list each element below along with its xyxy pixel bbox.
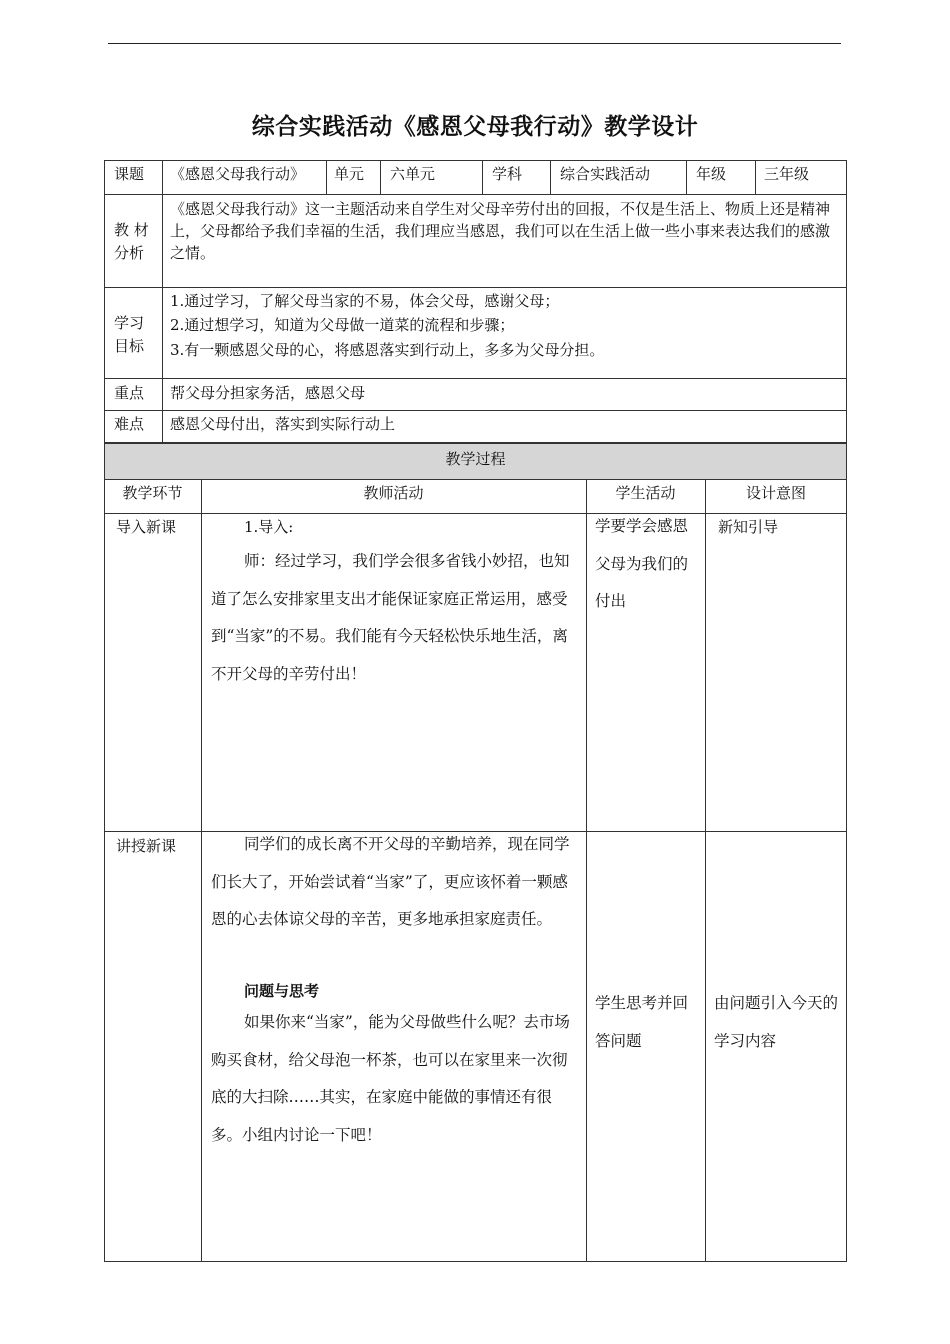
student-activity: 学生思考并回答问题	[595, 994, 689, 1050]
row-divider	[104, 378, 847, 379]
stage-label: 讲授新课	[116, 837, 177, 855]
col-divider	[482, 160, 483, 194]
design-intent: 新知引导	[718, 518, 779, 536]
column-header: 教学环节	[122, 484, 183, 502]
topic-label: 课题	[114, 165, 145, 183]
document-title: 综合实践活动《感恩父母我行动》教学设计	[251, 113, 699, 140]
topic-value: 《感恩父母我行动》	[170, 165, 306, 183]
col-divider	[755, 160, 756, 194]
row-divider	[104, 194, 847, 195]
subject-label: 学科	[492, 165, 523, 183]
row-divider	[104, 513, 847, 514]
process-header: 教学过程	[445, 450, 506, 468]
unit-label: 单元	[334, 165, 365, 183]
student-activity: 学要学会感恩父母为我们的付出	[595, 517, 689, 610]
goals-label: 学习	[114, 314, 145, 332]
goal-item: 2.通过想学习，知道为父母做一道菜的流程和步骤；	[170, 316, 515, 334]
difficulty-text: 感恩父母付出，落实到实际行动上	[170, 415, 396, 433]
col-divider	[201, 479, 202, 1262]
goal-item: 1.通过学习，了解父母当家的不易，体会父母，感谢父母；	[170, 292, 560, 310]
design-intent: 由问题引入今天的学习内容	[714, 994, 839, 1050]
col-divider	[326, 160, 327, 194]
teacher-text: 如果你来“当家”，能为父母做些什么呢？去市场购买食材，给父母泡一杯茶，也可以在家里来一次彻底的大扫除……其实，在家庭中能做的事情还有很多。小组内讨论一下吧！	[211, 1013, 570, 1144]
col-divider	[162, 160, 163, 443]
goal-item: 3.有一颗感恩父母的心，将感恩落实到行动上，多多为父母分担。	[170, 341, 605, 359]
column-header: 学生活动	[615, 484, 676, 502]
column-header: 设计意图	[745, 484, 806, 502]
difficulty-label: 难点	[114, 415, 145, 433]
col-divider	[380, 160, 381, 194]
grade-label: 年级	[696, 165, 727, 183]
column-header: 教师活动	[363, 484, 424, 502]
header-rule	[108, 43, 841, 44]
analysis-label: 教 材	[114, 221, 149, 239]
row-divider	[104, 410, 847, 411]
row-divider	[104, 479, 847, 480]
subject-value: 综合实践活动	[560, 165, 651, 183]
col-divider	[705, 479, 706, 1262]
teacher-text: 师：经过学习，我们学会很多省钱小妙招，也知道了怎么安排家里支出才能保证家庭正常运用，感受到“当家”的不易。我们能有今天轻松快乐地生活，离不开父母的辛劳付出！	[211, 552, 570, 683]
col-divider	[586, 479, 587, 1262]
analysis-text: 《感恩父母我行动》这一主题活动来自学生对父母辛劳付出的回报，不仅是生活上、物质上还是精神上，父母都给予我们幸福的生活，我们理应当感恩，我们可以在生活上做一些小事来表达我们的感激之情。	[170, 200, 831, 262]
teacher-heading: 问题与思考	[244, 982, 320, 1000]
teacher-text: 同学们的成长离不开父母的辛勤培养，现在同学们长大了，开始尝试着“当家”了，更应该怀着一颗感恩的心去体谅父母的辛苦，更多地承担家庭责任。	[211, 835, 570, 928]
col-divider	[550, 160, 551, 194]
goals-label-2: 目标	[114, 337, 145, 355]
unit-value: 六单元	[390, 165, 436, 183]
key-point-label: 重点	[114, 384, 145, 402]
teacher-heading: 1.导入:	[244, 518, 294, 536]
analysis-label-2: 分析	[114, 244, 145, 262]
col-divider	[686, 160, 687, 194]
key-point-text: 帮父母分担家务活，感恩父母	[170, 384, 366, 402]
grade-value: 三年级	[764, 165, 810, 183]
stage-label: 导入新课	[116, 518, 177, 536]
row-divider	[104, 287, 847, 288]
